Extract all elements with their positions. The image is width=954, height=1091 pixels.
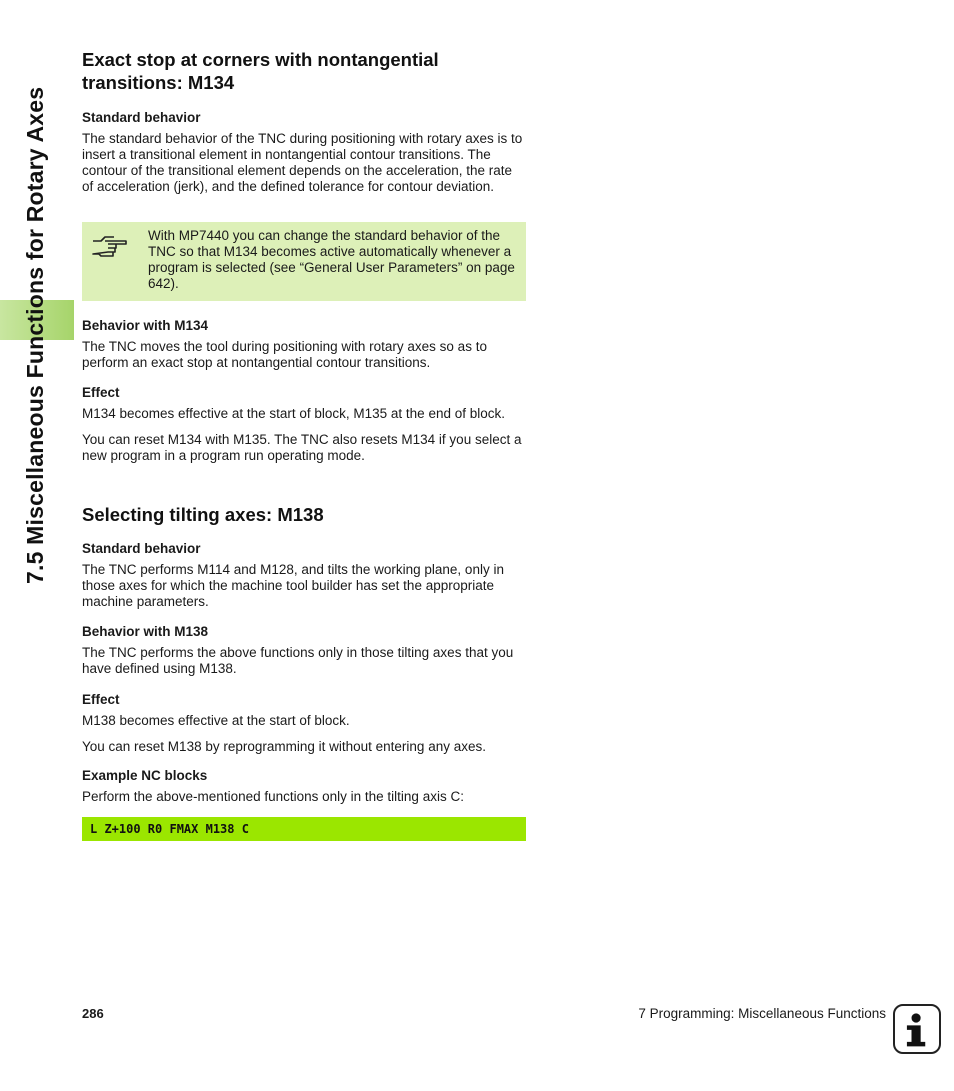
m138-effect-block <box>82 692 526 755</box>
subheading-behavior-m134: Behavior with M134 <box>82 318 209 333</box>
subheading-standard-behavior: Standard behavior <box>82 541 201 556</box>
paragraph-behavior-m138: The TNC performs the above functions only in those tilting axes that you have defined using M138. <box>82 645 514 676</box>
m138-standard-block <box>82 541 526 610</box>
paragraph-example: Perform the above-mentioned functions only in the tilting axis C: <box>82 789 464 804</box>
paragraph-effect-2: You can reset M138 by reprogramming it without entering any axes. <box>82 739 486 754</box>
subheading-standard-behavior: Standard behavior <box>82 110 201 125</box>
paragraph-standard-behavior: The standard behavior of the TNC during positioning with rotary axes is to insert a transitional element in nontangential contour transitions. The contour of the transitional element depends on the acceleration, the rate of acceleration (jerk), and the defined tolerance for contour deviation. <box>82 131 523 194</box>
side-chapter-title: 7.5 Miscellaneous Functions for Rotary Axes <box>22 86 48 584</box>
m134-effect-block <box>82 385 526 464</box>
note-text: With MP7440 you can change the standard behavior of the TNC so that M134 becomes active automatically whenever a program is selected (see “General User Parameters” on page 642). <box>148 228 515 291</box>
section-title-m138: Selecting tilting axes: M138 <box>82 504 324 525</box>
paragraph-effect-1: M134 becomes effective at the start of block, M135 at the end of block. <box>82 406 505 421</box>
section-title-m134: Exact stop at corners with nontangential transitions: M134 <box>82 49 439 93</box>
paragraph-standard-behavior: The TNC performs M114 and M128, and tilts the working plane, only in those axes for which the machine tool builder has set the appropriate machine parameters. <box>82 562 504 609</box>
paragraph-effect-1: M138 becomes effective at the start of block. <box>82 713 350 728</box>
m134-behavior-block <box>82 318 526 371</box>
paragraph-effect-2: You can reset M134 with M135. The TNC also resets M134 if you select a new program in a program run operating mode. <box>82 432 522 463</box>
info-icon <box>893 1004 941 1054</box>
m138-behavior-block <box>82 624 526 677</box>
nc-code-block: L Z+100 R0 FMAX M138 C <box>82 817 526 841</box>
subheading-effect: Effect <box>82 692 120 707</box>
m134-standard-block <box>82 110 526 195</box>
subheading-example-nc-blocks: Example NC blocks <box>82 768 208 783</box>
pointing-hand-icon <box>92 232 128 258</box>
footer-chapter-title: 7 Programming: Miscellaneous Functions <box>638 1006 886 1021</box>
paragraph-behavior-m134: The TNC moves the tool during positioning with rotary axes so as to perform an exact stop at nontangential contour transitions. <box>82 339 487 370</box>
note-box <box>82 222 526 301</box>
subheading-behavior-m138: Behavior with M138 <box>82 624 209 639</box>
m138-example-block <box>82 768 526 805</box>
page-number: 286 <box>82 1006 104 1021</box>
subheading-effect: Effect <box>82 385 120 400</box>
